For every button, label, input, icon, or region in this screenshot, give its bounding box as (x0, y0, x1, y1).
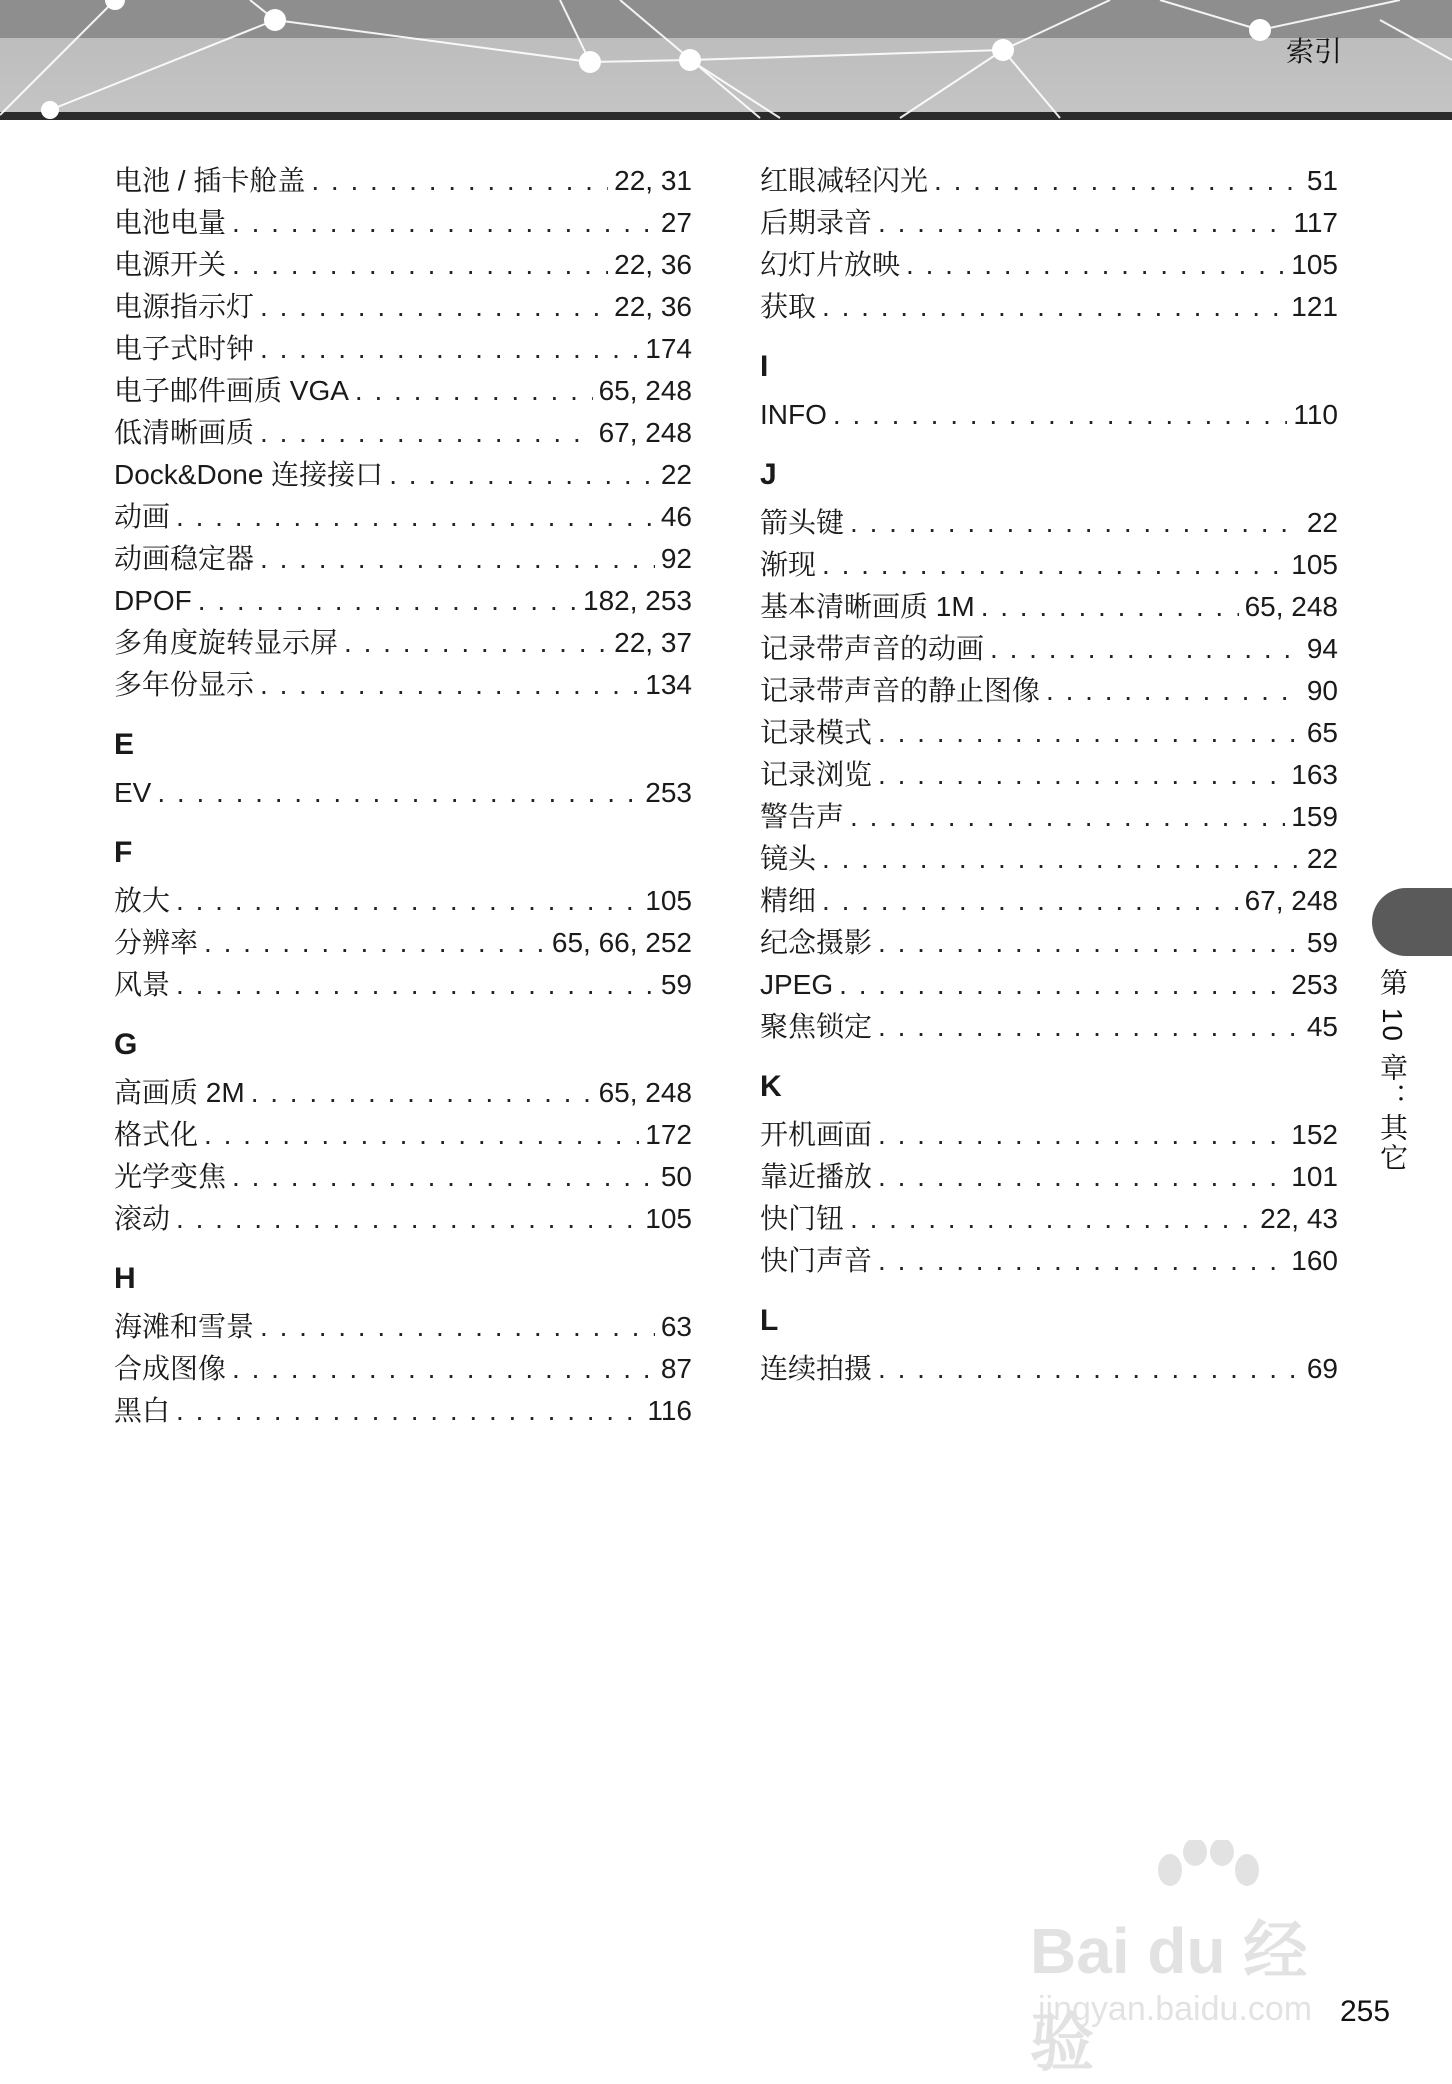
index-entry (114, 772, 692, 814)
index-entry (760, 628, 1338, 670)
index-term: 电子邮件画质 VGA (114, 375, 349, 406)
index-letter-heading: J (760, 458, 777, 491)
leader-dots (906, 244, 1285, 286)
index-page-refs: 92 (660, 543, 692, 574)
index-page-refs: 90 (1306, 675, 1338, 706)
leader-dots (260, 412, 593, 454)
index-term: 光学变焦 (114, 1161, 227, 1192)
index-page-refs: 163 (1291, 759, 1338, 790)
index-page-refs: 22, 36 (614, 291, 692, 322)
index-page-refs: 27 (660, 207, 692, 238)
index-term: 高画质 2M (114, 1077, 245, 1108)
index-entry (114, 538, 692, 580)
index-letter-heading: G (114, 1028, 138, 1061)
index-page-refs: 65, 248 (598, 375, 692, 406)
header-network-decoration (0, 0, 1452, 120)
leader-dots (176, 964, 655, 1006)
index-term: 海滩和雪景 (114, 1311, 255, 1342)
leader-dots (355, 370, 593, 412)
index-entry (114, 1348, 692, 1390)
leader-dots (260, 538, 655, 580)
index-term: 分辨率 (114, 927, 199, 958)
leader-dots (878, 202, 1287, 244)
leader-dots (878, 922, 1301, 964)
index-entry (760, 1114, 1338, 1156)
index-page-refs: 65 (1306, 717, 1338, 748)
index-page-refs: 46 (660, 501, 692, 532)
index-entry (760, 1006, 1338, 1048)
index-page-refs: 67, 248 (598, 417, 692, 448)
leader-dots (850, 796, 1285, 838)
index-term: 黑白 (114, 1395, 171, 1426)
index-term: 后期录音 (760, 207, 873, 238)
index-term: 开机画面 (760, 1119, 873, 1150)
leader-dots (878, 712, 1301, 754)
index-letter-heading: I (760, 350, 769, 383)
leader-dots (878, 754, 1285, 796)
index-term: 多角度旋转显示屏 (114, 627, 339, 658)
leader-dots (260, 328, 639, 370)
watermark-logo: Bai du 经验 (1030, 1915, 1308, 2079)
index-page-refs: 67, 248 (1244, 885, 1338, 916)
index-entry (114, 964, 692, 1006)
leader-dots (878, 1348, 1301, 1390)
leader-dots (176, 1390, 641, 1432)
index-page-refs: 59 (660, 969, 692, 1000)
index-page-refs: 51 (1306, 165, 1338, 196)
index-term: 电子式时钟 (114, 333, 255, 364)
index-entry (114, 244, 692, 286)
index-entry (114, 664, 692, 706)
index-page-refs: 116 (647, 1395, 692, 1426)
page-number: 255 (1340, 1995, 1391, 2028)
index-entry (760, 1348, 1338, 1390)
index-entry (760, 880, 1338, 922)
index-page-refs: 182, 253 (583, 585, 692, 616)
index-term: 放大 (114, 885, 171, 916)
leader-dots (232, 244, 608, 286)
index-term: 记录浏览 (760, 759, 873, 790)
index-entry (114, 412, 692, 454)
index-entry (760, 394, 1338, 436)
leader-dots (176, 1198, 639, 1240)
index-entry (760, 586, 1338, 628)
index-letter-heading: K (760, 1070, 782, 1103)
index-term: JPEG (760, 969, 834, 1000)
index-term: 电池 / 插卡舱盖 (114, 165, 306, 196)
index-term: 基本清晰画质 1M (760, 591, 975, 622)
index-entry (114, 1156, 692, 1198)
index-term: 快门声音 (760, 1245, 873, 1276)
index-term: 动画稳定器 (114, 543, 255, 574)
index-page-refs: 105 (1291, 549, 1338, 580)
index-page-refs: 172 (645, 1119, 692, 1150)
index-term: 记录带声音的静止图像 (760, 675, 1041, 706)
watermark (1030, 1840, 1360, 2079)
leader-dots (344, 622, 608, 664)
index-entry (760, 796, 1338, 838)
index-entry (760, 1156, 1338, 1198)
index-page-refs: 94 (1306, 633, 1338, 664)
index-entry (760, 838, 1338, 880)
index-term: 靠近播放 (760, 1161, 873, 1192)
leader-dots (232, 1156, 655, 1198)
leader-dots (850, 502, 1301, 544)
index-page-refs: 174 (645, 333, 692, 364)
index-term: 动画 (114, 501, 171, 532)
index-entry (760, 202, 1338, 244)
leader-dots (822, 880, 1239, 922)
leader-dots (157, 772, 639, 814)
index-page-refs: 65, 66, 252 (551, 927, 692, 958)
index-term: 箭头键 (760, 507, 845, 538)
index-page-refs: 65, 248 (1244, 591, 1338, 622)
index-entry (114, 496, 692, 538)
index-page-refs: 45 (1306, 1011, 1338, 1042)
index-term: 记录模式 (760, 717, 873, 748)
index-term: 纪念摄影 (760, 927, 873, 958)
chapter-tab-marker (1372, 888, 1452, 956)
leader-dots (990, 628, 1301, 670)
page-header-band (0, 0, 1452, 125)
index-entry (760, 244, 1338, 286)
index-term: 精细 (760, 885, 817, 916)
index-term: 聚焦锁定 (760, 1011, 873, 1042)
index-term: 获取 (760, 291, 817, 322)
index-term: 格式化 (114, 1119, 199, 1150)
index-term: 滚动 (114, 1203, 171, 1234)
index-letter-heading: H (114, 1262, 136, 1295)
index-letter-heading: L (760, 1304, 779, 1337)
index-page-refs: 22 (660, 459, 692, 490)
index-page-refs: 65, 248 (598, 1077, 692, 1108)
index-term: 幻灯片放映 (760, 249, 901, 280)
index-page-refs: 121 (1291, 291, 1338, 322)
index-page-refs: 105 (645, 1203, 692, 1234)
index-term: 警告声 (760, 801, 845, 832)
chapter-label: 第 10 章：其它 (1377, 968, 1408, 1173)
index-term: 镜头 (760, 843, 817, 874)
index-term: 合成图像 (114, 1353, 227, 1384)
index-entry (114, 1306, 692, 1348)
index-entry (114, 1390, 692, 1432)
leader-dots (833, 394, 1287, 436)
index-column-left (114, 160, 692, 1432)
watermark-url: jingyan.baidu.com (1038, 1990, 1313, 2028)
index-term: 连续拍摄 (760, 1353, 873, 1384)
leader-dots (1046, 670, 1301, 712)
index-entry (760, 922, 1338, 964)
index-page-refs: 22, 36 (614, 249, 692, 280)
index-term: 快门钮 (760, 1203, 845, 1234)
index-page-refs: 22, 37 (614, 627, 692, 658)
index-page-refs: 59 (1306, 927, 1338, 958)
leader-dots (822, 838, 1301, 880)
index-letter-heading: F (114, 836, 133, 869)
leader-dots (981, 586, 1239, 628)
leader-dots (232, 1348, 655, 1390)
index-page-refs: 22 (1306, 507, 1338, 538)
index-entry (114, 1114, 692, 1156)
index-entry (114, 160, 692, 202)
index-term: 红眼减轻闪光 (760, 165, 929, 196)
index-entry (760, 286, 1338, 328)
index-entry (114, 922, 692, 964)
leader-dots (850, 1198, 1254, 1240)
section-title: 索引 (1285, 36, 1342, 67)
index-page-refs: 87 (660, 1353, 692, 1384)
index-page-refs: 22 (1306, 843, 1338, 874)
index-page-refs: 63 (660, 1311, 692, 1342)
index-entry (760, 754, 1338, 796)
index-column-right (760, 160, 1338, 1390)
leader-dots (311, 160, 608, 202)
index-page-refs: 105 (645, 885, 692, 916)
leader-dots (822, 544, 1285, 586)
index-term: 风景 (114, 969, 171, 1000)
index-entry (114, 880, 692, 922)
leader-dots (232, 202, 655, 244)
index-page-refs: 105 (1291, 249, 1338, 280)
index-term: 渐现 (760, 549, 817, 580)
leader-dots (878, 1240, 1285, 1282)
index-term: DPOF (114, 585, 192, 616)
leader-dots (878, 1156, 1285, 1198)
index-page-refs: 134 (645, 669, 692, 700)
leader-dots (251, 1072, 593, 1114)
index-term: 记录带声音的动画 (760, 633, 985, 664)
index-term: 电池电量 (114, 207, 227, 238)
index-page-refs: 101 (1291, 1161, 1338, 1192)
index-page-refs: 159 (1291, 801, 1338, 832)
index-entry (114, 1198, 692, 1240)
index-letter-heading: E (114, 728, 135, 761)
index-term: 低清晰画质 (114, 417, 255, 448)
index-entry (114, 202, 692, 244)
index-page-refs: 160 (1291, 1245, 1338, 1276)
leader-dots (260, 286, 608, 328)
leader-dots (389, 454, 655, 496)
leader-dots (260, 664, 639, 706)
index-entry (114, 580, 692, 622)
index-page-refs: 152 (1291, 1119, 1338, 1150)
leader-dots (839, 964, 1285, 1006)
leader-dots (934, 160, 1301, 202)
index-page-refs: 110 (1293, 399, 1338, 430)
index-page-refs: 117 (1293, 207, 1338, 238)
index-term: EV (114, 777, 152, 808)
index-entry (760, 160, 1338, 202)
index-page-refs: 22, 31 (614, 165, 692, 196)
index-page-refs: 22, 43 (1260, 1203, 1338, 1234)
index-term: 多年份显示 (114, 669, 255, 700)
index-entry (114, 1072, 692, 1114)
index-entry (760, 1240, 1338, 1282)
index-entry (114, 370, 692, 412)
leader-dots (176, 496, 655, 538)
leader-dots (878, 1114, 1285, 1156)
index-page-refs: 69 (1306, 1353, 1338, 1384)
index-entry (760, 712, 1338, 754)
index-entry (760, 502, 1338, 544)
index-entry (760, 670, 1338, 712)
index-term: INFO (760, 399, 827, 430)
index-entry (114, 328, 692, 370)
leader-dots (204, 1114, 639, 1156)
leader-dots (822, 286, 1285, 328)
leader-dots (260, 1306, 655, 1348)
index-page-refs: 253 (645, 777, 692, 808)
index-page-refs: 253 (1291, 969, 1338, 1000)
index-term: Dock&Done 连接接口 (114, 459, 384, 490)
index-entry (760, 1198, 1338, 1240)
index-term: 电源开关 (114, 249, 227, 280)
index-page-refs: 50 (660, 1161, 692, 1192)
index-entry (114, 622, 692, 664)
index-entry (114, 454, 692, 496)
index-entry (760, 544, 1338, 586)
leader-dots (176, 880, 639, 922)
index-entry (760, 964, 1338, 1006)
leader-dots (204, 922, 546, 964)
index-entry (114, 286, 692, 328)
index-term: 电源指示灯 (114, 291, 255, 322)
leader-dots (878, 1006, 1301, 1048)
leader-dots (198, 580, 577, 622)
